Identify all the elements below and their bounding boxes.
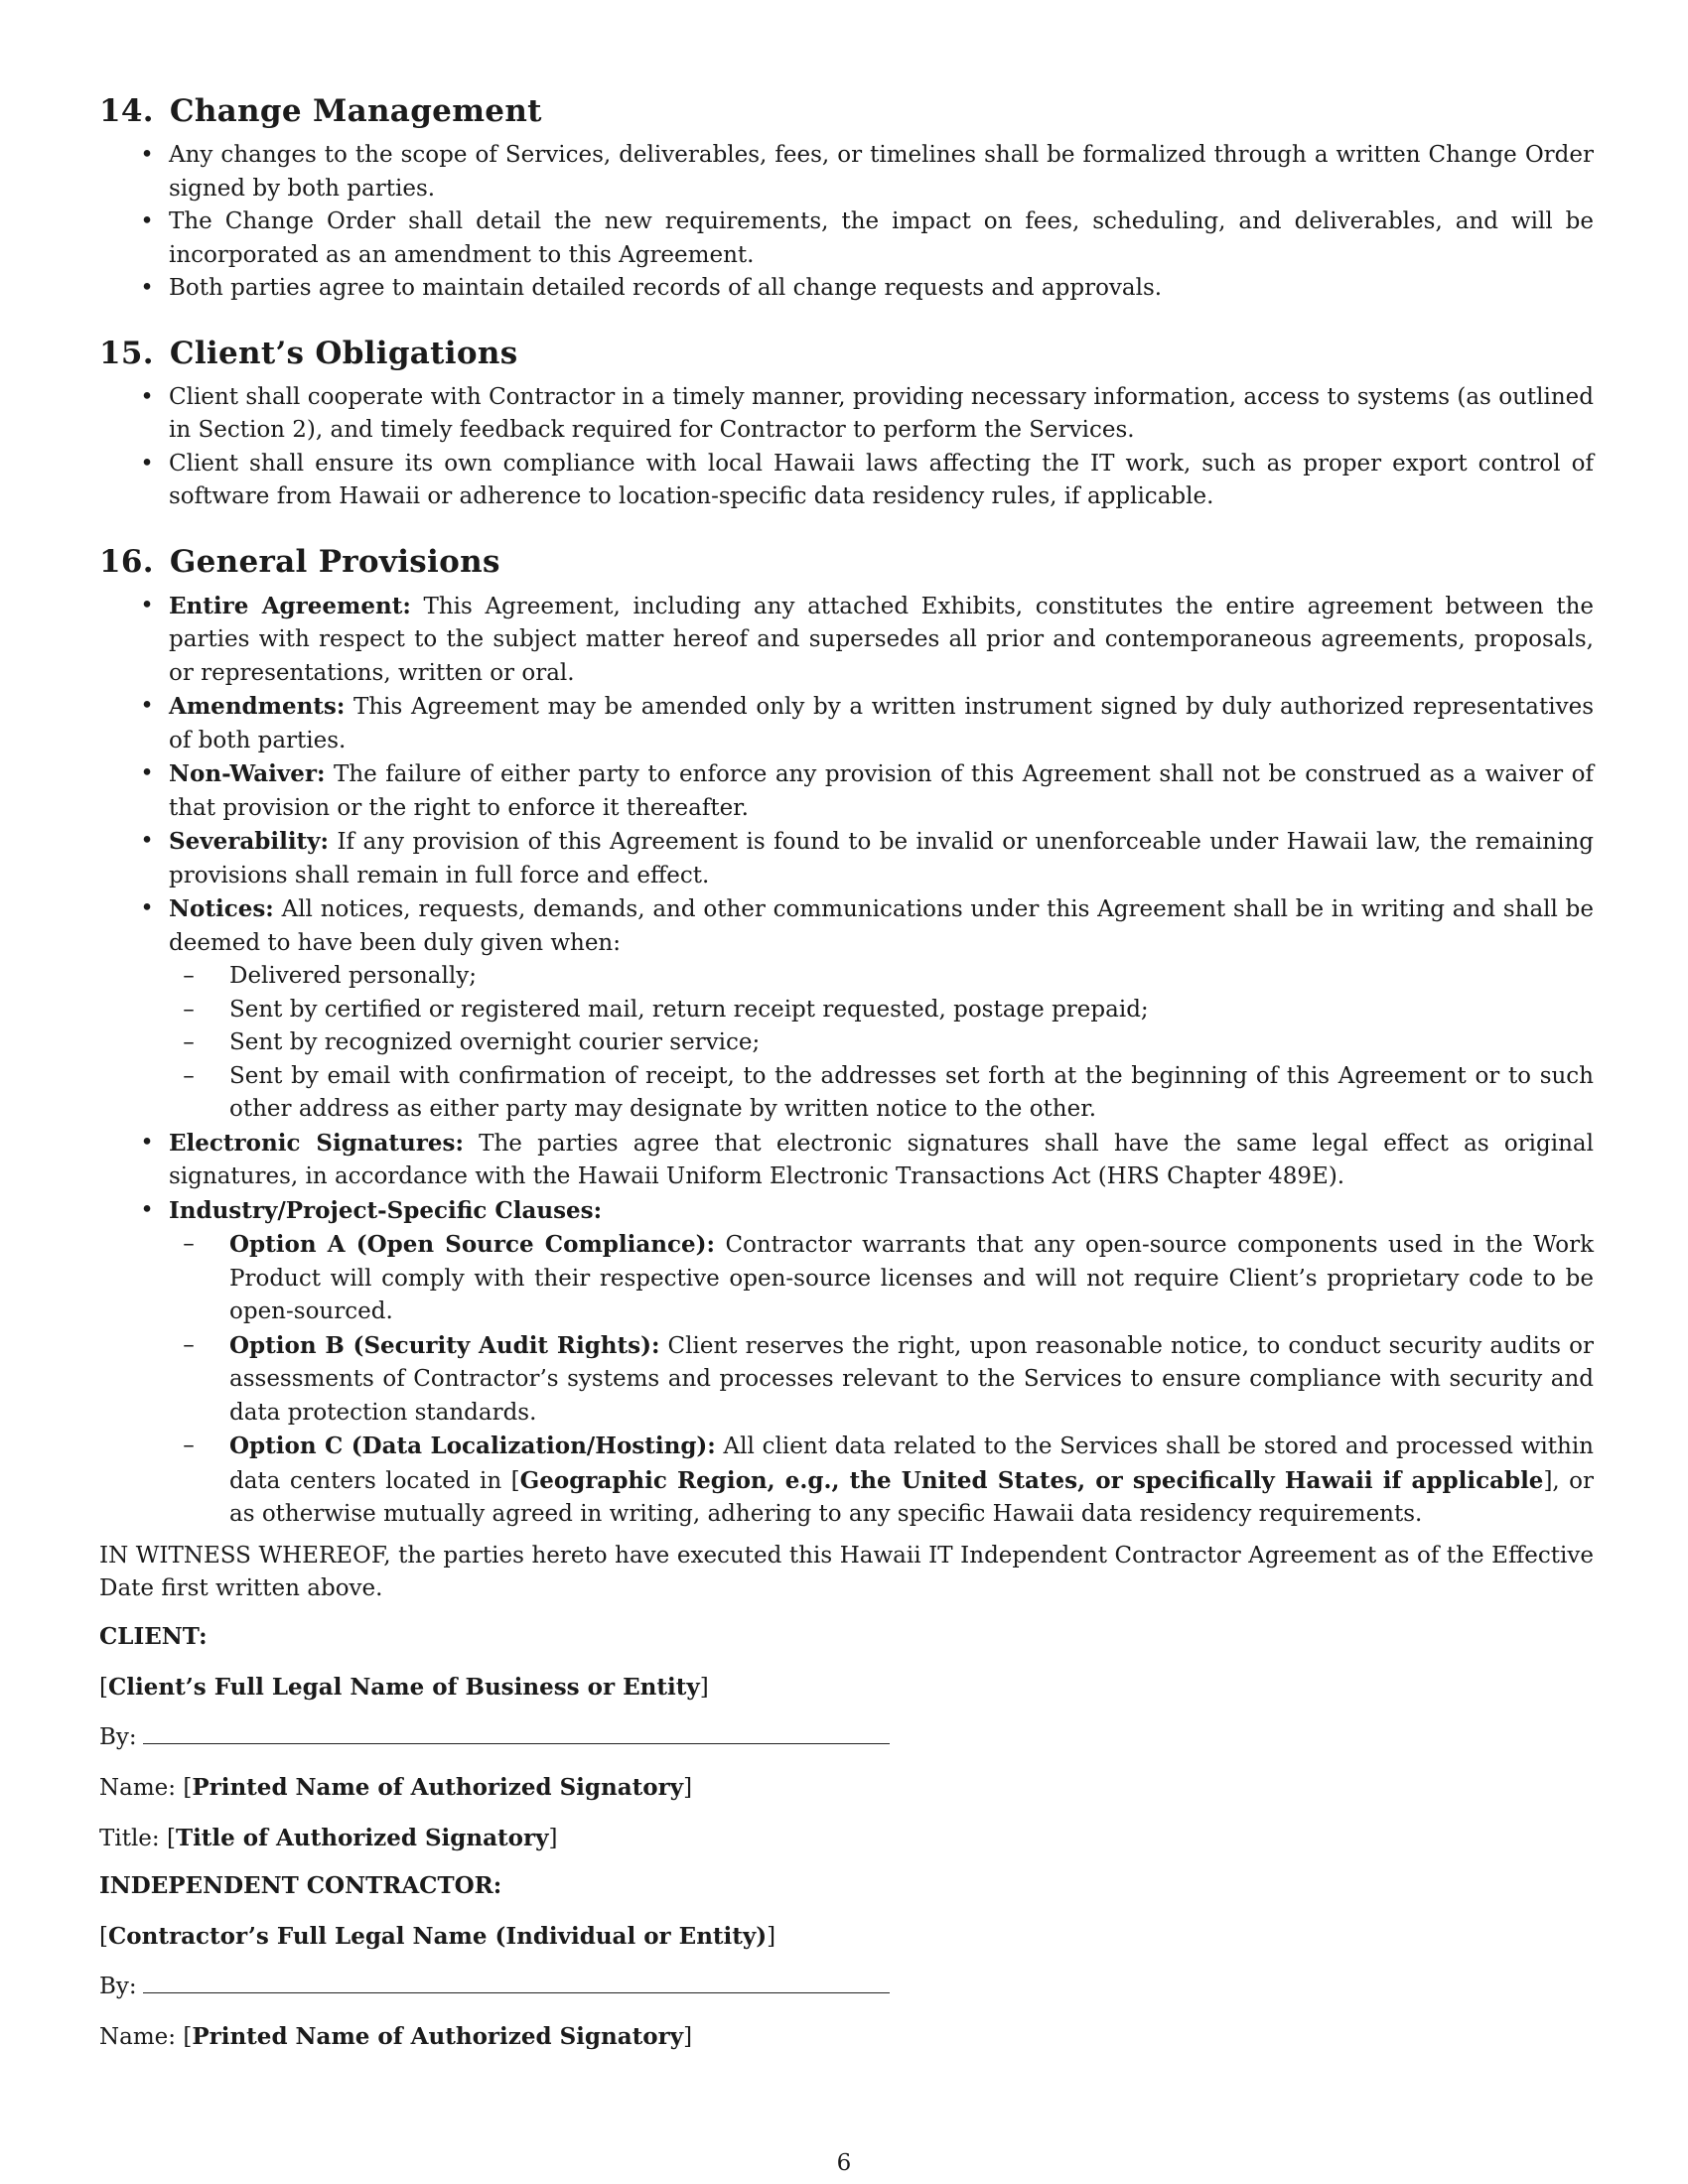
list-item: • The Change Order shall detail the new requirements, the impact on fees, scheduling, and deliverables, and will be incorporated as an amendment to this Agreement. [99, 205, 1594, 272]
contractor-signature-line[interactable] [143, 1971, 890, 1993]
sub-list [169, 960, 1594, 1127]
dash-icon: – [183, 996, 195, 1023]
sub-list-item: – Sent by email with confirmation of receipt, to the addresses set forth at the beginning of this Agreement or to such other address as either party may designate by written notice to the other. [169, 1060, 1594, 1127]
sub-list-item: – Delivered personally; [169, 960, 1594, 994]
client-printed-name: Printed Name of Authorized Signatory [192, 1773, 684, 1801]
section-heading: 16. General Provisions [99, 543, 500, 580]
client-signatory-title: Title of Authorized Signatory [175, 1824, 549, 1851]
section-heading: 15. Client’s Obligations [99, 335, 518, 371]
sub-list-item-option-c: – Option C (Data Localization/Hosting): All client data related to the Services shall be stored and processed within data centers located in [Geographic Region, e.g., the United States, or specifically Hawaii if applicable], or as otherwise mutually agreed in writing, adhering to any specific Hawaii data residency requirements. [169, 1430, 1594, 1532]
list-item: • Client shall ensure its own compliance with local Hawaii laws affecting the IT work, such as proper export control of software from Hawaii or adherence to location-specific data residency rules, if applicable. [99, 448, 1594, 514]
bullet-icon: • [140, 895, 154, 921]
bullet-list [99, 381, 1594, 514]
section-client-obligations [99, 334, 1594, 514]
list-item-industry-clauses: • Industry/Project-Specific Clauses: – Option A (Open Source Compliance): Contractor warrants that any open-source components used in the Work Product will comply with their respective open-source licenses and will not require Client’s proprietary code to be open-sourced. – Option B (Security Audit Rights): Client reserves the right, upon reasonable notice, to conduct security audits or assessments of Contractor’s systems and processes relevant to the Services to ensure compliance with security and data protection standards. – Option C (Data Localization/Hosting): All client data related to the Services shall be stored and processed within data centers located in [Geographic Region, e.g., the United States, or specifically Hawaii if applicable], or as otherwise mutually agreed in writing, adhering to any specific Hawaii data residency requirements. [99, 1194, 1594, 1532]
list-item-non-waiver: • Non-Waiver: The failure of either party to enforce any provision of this Agreement shall not be construed as a waiver of that provision or the right to enforce it thereafter. [99, 757, 1594, 825]
bullet-icon: • [140, 450, 154, 477]
section-heading: 14. Change Management [99, 93, 542, 129]
bullet-icon: • [140, 142, 154, 168]
bullet-icon: • [140, 828, 154, 854]
bullet-list [99, 139, 1594, 306]
contractor-heading: INDEPENDENT CONTRACTOR: [99, 1871, 502, 1899]
dash-icon: – [183, 1433, 195, 1458]
witness-paragraph: IN WITNESS WHEREOF, the parties hereto have executed this Hawaii IT Independent Contractor Agreement as of the Effective Date first written above. [99, 1542, 1594, 1601]
bullet-icon: • [140, 1196, 154, 1223]
dash-icon: – [183, 1029, 195, 1055]
document-body [99, 91, 1594, 2054]
section-title: General Provisions [169, 543, 500, 580]
bullet-list [99, 590, 1594, 1532]
contractor-printed-name: Printed Name of Authorized Signatory [192, 2022, 684, 2050]
section-general-provisions [99, 542, 1594, 1532]
dash-icon: – [183, 963, 195, 989]
bullet-icon: • [140, 693, 154, 719]
list-item-severability: • Severability: If any provision of this Agreement is found to be invalid or unenforceable under Hawaii law, the remaining provisions shall remain in full force and effect. [99, 825, 1594, 892]
page-number: 6 [836, 2150, 852, 2176]
client-heading: CLIENT: [99, 1622, 208, 1650]
dash-icon: – [183, 1331, 195, 1358]
list-item: • Both parties agree to maintain detailed records of all change requests and approvals. [99, 272, 1594, 306]
dash-icon: – [183, 1062, 195, 1089]
bullet-icon: • [140, 1129, 154, 1156]
bullet-icon: • [140, 760, 154, 786]
contractor-signature-block: INDEPENDENT CONTRACTOR: [Contractor’s Full Legal Name (Individual or Entity)] By: Name: [Printed Name of Authorized Signatory] [99, 1869, 1594, 2054]
client-legal-name: Client’s Full Legal Name of Business or Entity [107, 1673, 700, 1701]
list-item-amendments: • Amendments: This Agreement may be amended only by a written instrument signed by duly authorized representatives of both parties. [99, 690, 1594, 757]
dash-icon: – [183, 1231, 195, 1257]
list-item-entire-agreement: • Entire Agreement: This Agreement, including any attached Exhibits, constitutes the entire agreement between the parties with respect to the subject matter hereof and supersedes all prior and contemporaneous agreements, proposals, or representations, written or oral. [99, 590, 1594, 691]
list-item: • Client shall cooperate with Contractor in a timely manner, providing necessary information, access to systems (as outlined in Section 2), and timely feedback required for Contractor to perform the Services. [99, 381, 1594, 448]
list-item-electronic-signatures: • Electronic Signatures: The parties agree that electronic signatures shall have the same legal effect as original signatures, in accordance with the Hawaii Uniform Electronic Transactions Act (HRS Chapter 489E). [99, 1127, 1594, 1194]
bullet-icon: • [140, 383, 154, 410]
bullet-icon: • [140, 275, 154, 301]
bullet-icon: • [140, 208, 154, 234]
contractor-legal-name: Contractor’s Full Legal Name (Individual or Entity) [107, 1922, 768, 1950]
bullet-icon: • [140, 592, 154, 618]
list-item: • Any changes to the scope of Services, deliverables, fees, or timelines shall be formalized through a written Change Order signed by both parties. [99, 139, 1594, 205]
sub-list-item: – Sent by recognized overnight courier service; [169, 1026, 1594, 1060]
section-title: Client’s Obligations [169, 335, 518, 371]
client-signature-line[interactable] [143, 1721, 890, 1744]
section-change-management [99, 91, 1594, 306]
section-title: Change Management [169, 93, 542, 129]
list-item-notices: • Notices: All notices, requests, demands, and other communications under this Agreement shall be in writing and shall be deemed to have been duly given when: – Delivered personally; – Sent by certified or registered mail, return receipt requested, postage prepaid; – Sent by recognized overnight courier service; – Sent by email with confirmation of receipt, to the addresses set forth at the beginning of this Agreement or to such other address as either party may designate by written notice to the other. [99, 892, 1594, 1127]
sub-list-item-option-a: – Option A (Open Source Compliance): Contractor warrants that any open-source components used in the Work Product will comply with their respective open-source licenses and will not require Client’s proprietary code to be open-sourced. [169, 1228, 1594, 1329]
client-signature-block: CLIENT: [Client’s Full Legal Name of Business or Entity] By: Name: [Printed Name of Authorized Signatory] Title: [Title of Authorized Signatory] [99, 1620, 1594, 1855]
sub-list-item-option-b: – Option B (Security Audit Rights): Client reserves the right, upon reasonable notice, to conduct security audits or assessments of Contractor’s systems and processes relevant to the Services to ensure compliance with security and data protection standards. [169, 1329, 1594, 1431]
sub-list-item: – Sent by certified or registered mail, return receipt requested, postage prepaid; [169, 994, 1594, 1027]
sub-list [169, 1228, 1594, 1532]
